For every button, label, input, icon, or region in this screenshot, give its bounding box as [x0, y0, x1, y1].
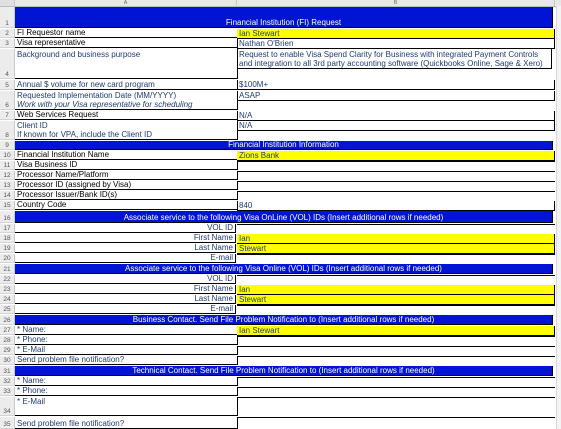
- value-cell-client-id[interactable]: N/A: [237, 121, 555, 131]
- sheet-row-33: [0, 387, 561, 396]
- sheet-row-21: [0, 264, 561, 274]
- label-text: Requested Implementation Date (MM/YYYY): [17, 91, 177, 100]
- row-number[interactable]: 11: [0, 161, 15, 170]
- row-number[interactable]: 19: [0, 244, 15, 253]
- row-number[interactable]: 2: [0, 29, 15, 38]
- value-cell-technical-phone[interactable]: [237, 387, 555, 388]
- row-number[interactable]: 1: [0, 7, 15, 28]
- sheet-row-25: [0, 305, 561, 314]
- label-cell[interactable]: First Name: [15, 285, 236, 294]
- section-header-fi-request[interactable]: Financial Institution (FI) Request: [15, 7, 553, 28]
- label-cell[interactable]: FI Requestor name: [15, 29, 238, 38]
- value-cell-business-name[interactable]: Ian Stewart: [237, 326, 555, 336]
- sheet-row-19: [0, 244, 561, 253]
- value-cell-business-send-notification[interactable]: [237, 356, 555, 357]
- sheet-row-32: [0, 377, 561, 386]
- column-header-bar: [0, 0, 561, 7]
- row-number[interactable]: 10: [0, 151, 15, 160]
- sheet-row-2: [0, 29, 561, 38]
- value-cell-processor-id[interactable]: [237, 181, 555, 182]
- label-cell[interactable]: * E-Mail: [15, 397, 238, 416]
- column-header-b[interactable]: B: [237, 0, 555, 6]
- value-cell-processor-name[interactable]: [237, 171, 555, 172]
- label-cell[interactable]: First Name: [15, 234, 236, 243]
- sheet-row-12: [0, 171, 561, 180]
- label-cell[interactable]: Visa representative: [15, 39, 238, 48]
- sheet-row-28: [0, 336, 561, 345]
- label-cell[interactable]: VOL ID: [15, 224, 236, 233]
- value-cell-first-name-1[interactable]: Ian: [237, 234, 555, 244]
- sheet-row-24: [0, 295, 561, 304]
- label-cell[interactable]: * Phone:: [15, 336, 238, 345]
- value-cell-first-name-2[interactable]: Ian: [237, 285, 555, 295]
- value-cell-email-2[interactable]: [237, 305, 555, 306]
- value-cell-technical-send-notification[interactable]: [237, 417, 555, 418]
- sheet-row-18: [0, 234, 561, 243]
- row-number[interactable]: 30: [0, 356, 15, 365]
- column-header-a[interactable]: A: [15, 0, 237, 6]
- row-number[interactable]: 31: [0, 366, 15, 376]
- label-cell[interactable]: E-mail: [15, 254, 236, 263]
- label-text: Client ID: [17, 121, 48, 130]
- row-number[interactable]: 16: [0, 211, 15, 223]
- row-number[interactable]: 5: [0, 80, 15, 90]
- sheet-row-15: [0, 201, 561, 210]
- label-note: Work with your Visa representative for scheduling: [17, 100, 193, 109]
- vertical-scrollbar[interactable]: [556, 6, 561, 429]
- sheet-row-7: [0, 111, 561, 120]
- row-number[interactable]: 29: [0, 346, 15, 355]
- row-number[interactable]: 25: [0, 305, 15, 314]
- value-cell-technical-email[interactable]: [237, 397, 555, 398]
- row-number[interactable]: 24: [0, 295, 15, 304]
- value-cell-business-email[interactable]: [237, 346, 555, 347]
- value-cell-vol-id-1[interactable]: [237, 224, 555, 225]
- section-header-technical-contact[interactable]: Technical Contact. Send File Problem Notification to (Insert additional rows if needed): [15, 366, 553, 376]
- value-cell-web-services[interactable]: N/A: [237, 111, 555, 121]
- row-number[interactable]: 6: [0, 91, 15, 110]
- sheet-row-20: [0, 254, 561, 263]
- row-number[interactable]: 3: [0, 39, 15, 48]
- label-cell[interactable]: Last Name: [15, 295, 236, 304]
- label-cell[interactable]: * Name:: [15, 377, 238, 386]
- row-number[interactable]: 12: [0, 171, 15, 180]
- sheet-row-10: [0, 151, 561, 160]
- sheet-row-13: [0, 181, 561, 190]
- row-number[interactable]: 8: [0, 121, 15, 140]
- row-number[interactable]: 17: [0, 224, 15, 233]
- label-cell[interactable]: [15, 91, 238, 110]
- row-number[interactable]: 27: [0, 326, 15, 335]
- value-cell-fi-name[interactable]: Zions Bank: [237, 151, 555, 161]
- row-number[interactable]: 20: [0, 254, 15, 263]
- value-cell-business-phone[interactable]: [237, 336, 555, 337]
- sheet-row-22: [0, 275, 561, 284]
- sheet-row-35: [0, 417, 561, 429]
- sheet-row-29: [0, 346, 561, 355]
- sheet-row-4: [0, 49, 561, 79]
- value-cell-technical-name[interactable]: [237, 377, 555, 378]
- section-header-business-contact[interactable]: Business Contact. Send File Problem Notification to (Insert additional rows if needed): [15, 315, 553, 325]
- value-cell-visa-business-id[interactable]: [237, 161, 555, 162]
- sheet-row-11: [0, 161, 561, 170]
- label-cell[interactable]: Send problem file notification?: [15, 356, 238, 365]
- sheet-row-23: [0, 285, 561, 294]
- sheet-row-1: [0, 7, 561, 28]
- row-number[interactable]: 21: [0, 264, 15, 274]
- label-cell[interactable]: VOL ID: [15, 275, 236, 284]
- label-cell[interactable]: Send problem file notification?: [15, 417, 238, 429]
- label-cell[interactable]: Visa Business ID: [15, 161, 238, 170]
- label-cell[interactable]: Processor Name/Platform: [15, 171, 238, 180]
- sheet-row-14: [0, 191, 561, 200]
- row-number[interactable]: 33: [0, 387, 15, 396]
- label-cell[interactable]: * E-Mail: [15, 346, 238, 355]
- sheet-row-27: [0, 326, 561, 335]
- label-cell[interactable]: [15, 121, 238, 140]
- row-number[interactable]: 9: [0, 141, 15, 150]
- sheet-row-30: [0, 356, 561, 365]
- sheet-row-26: [0, 315, 561, 325]
- value-cell-country-code[interactable]: 840: [237, 201, 555, 211]
- row-number[interactable]: 13: [0, 181, 15, 190]
- section-header-fi-information[interactable]: Financial Institution Information: [15, 141, 553, 150]
- sheet-row-3: [0, 39, 561, 48]
- label-note: If known for VPA, include the Client ID: [17, 130, 153, 139]
- row-number[interactable]: 18: [0, 234, 15, 243]
- row-number[interactable]: 7: [0, 111, 15, 120]
- sheet-row-17: [0, 224, 561, 233]
- value-cell-vol-id-2[interactable]: [237, 275, 555, 276]
- label-cell[interactable]: Processor Issuer/Bank ID(s): [15, 191, 238, 200]
- section-header-vol-ids-1[interactable]: Associate service to the following Visa OnLine (VOL) IDs (Insert additional rows if needed): [15, 211, 553, 223]
- value-cell-requestor-name[interactable]: Ian Stewart: [237, 29, 555, 39]
- row-number[interactable]: 23: [0, 285, 15, 294]
- value-cell-last-name-2[interactable]: Stewart: [237, 295, 555, 305]
- sheet-row-31: [0, 366, 561, 376]
- row-number[interactable]: 34: [0, 397, 15, 416]
- label-cell[interactable]: Processor ID (assigned by Visa): [15, 181, 238, 190]
- label-cell[interactable]: Web Services Request: [15, 111, 238, 120]
- row-number[interactable]: 15: [0, 201, 15, 210]
- label-cell[interactable]: Financial Institution Name: [15, 151, 238, 160]
- select-all-corner[interactable]: [0, 0, 15, 6]
- row-number[interactable]: 22: [0, 275, 15, 284]
- label-cell[interactable]: * Phone:: [15, 387, 238, 396]
- value-cell-email-1[interactable]: [237, 254, 555, 255]
- sheet-row-16: [0, 211, 561, 223]
- section-header-vol-ids-2[interactable]: Associate service to the following Visa Online (VOL) IDs (Insert additional rows if needed): [15, 264, 553, 274]
- sheet-row-5: [0, 80, 561, 90]
- row-number[interactable]: 26: [0, 315, 15, 325]
- sheet-row-34: [0, 397, 561, 416]
- value-cell-visa-representative[interactable]: Nathan O'Brien: [237, 39, 555, 49]
- value-cell-last-name-1[interactable]: Stewart: [237, 244, 555, 254]
- value-cell-processor-issuer-id[interactable]: [237, 191, 555, 192]
- value-cell-implementation-date[interactable]: ASAP: [237, 91, 555, 101]
- row-number[interactable]: 28: [0, 336, 15, 345]
- label-cell[interactable]: * Name:: [15, 326, 238, 335]
- label-cell[interactable]: Country Code: [15, 201, 238, 210]
- value-cell-annual-volume[interactable]: $100M+: [237, 80, 555, 90]
- label-cell[interactable]: Annual $ volume for new card program: [15, 80, 238, 90]
- label-cell[interactable]: E-mail: [15, 305, 236, 314]
- sheet-row-6: [0, 91, 561, 110]
- label-cell[interactable]: Background and business purpose: [15, 49, 238, 79]
- sheet-row-8: [0, 121, 561, 140]
- row-number[interactable]: 4: [0, 49, 15, 79]
- value-cell-business-purpose[interactable]: Request to enable Visa Spend Clarity for Business with integrated Payment Controls and integration to all 3rd party accounting software (Quickbooks Online, Sage & Xero): [237, 49, 552, 69]
- row-number[interactable]: 14: [0, 191, 15, 200]
- row-number[interactable]: 35: [0, 417, 15, 429]
- sheet-row-9: [0, 141, 561, 150]
- label-cell[interactable]: Last Name: [15, 244, 236, 253]
- row-number[interactable]: 32: [0, 377, 15, 386]
